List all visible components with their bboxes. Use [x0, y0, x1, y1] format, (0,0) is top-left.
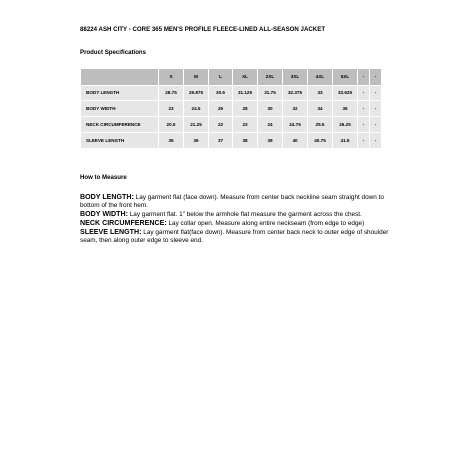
column-header: -	[358, 69, 370, 86]
column-header: M	[184, 69, 209, 86]
measure-text: Lay garment flat(face down). Measure from center back neck to outer edge of shoulder seam, then along outer edge to sleeve end.	[80, 229, 389, 244]
table-cell: -	[358, 101, 370, 117]
column-header: XL	[233, 69, 258, 86]
table-cell: 33	[308, 85, 333, 101]
page-title: 88224 ASH CITY - CORE 365 MEN'S PROFILE FLEECE-LINED ALL-SEASON JACKET	[80, 26, 326, 33]
table-cell: -	[358, 132, 370, 148]
specs-heading: Product Specifications	[80, 49, 147, 56]
column-header: L	[209, 69, 233, 86]
row-label: BODY WIDTH	[81, 101, 159, 117]
table-cell: 28	[233, 101, 258, 117]
table-cell: 24	[258, 117, 283, 133]
table-cell: 31.75	[258, 85, 283, 101]
measure-text: Lay garment flat. 1" below the armhole flat measure the garment across the chest.	[127, 210, 362, 218]
table-cell: 41.5	[333, 132, 358, 148]
table-cell: -	[370, 85, 382, 101]
column-header: 4XL	[308, 69, 333, 86]
measure-text: Lay collar open. Measure along entire neckseam (from edge to edge)	[166, 219, 365, 227]
row-label: NECK CIRCUMFERENCE	[81, 117, 159, 133]
table-cell: 29.875	[184, 85, 209, 101]
table-cell: 22	[209, 117, 233, 133]
measure-item-body-width	[80, 211, 392, 219]
table-cell: 33.625	[333, 85, 358, 101]
table-cell: 39	[258, 132, 283, 148]
table-cell: 30.5	[209, 85, 233, 101]
table-cell: 21.25	[184, 117, 209, 133]
measure-item-neck-circumference	[80, 220, 392, 228]
table-cell: 24.75	[283, 117, 308, 133]
table-row	[81, 85, 382, 101]
column-header: S	[159, 69, 184, 86]
column-header: 5XL	[333, 69, 358, 86]
table-cell: 26	[209, 101, 233, 117]
measure-term: NECK CIRCUMFERENCE:	[80, 218, 167, 227]
row-label: BODY LENGTH	[81, 85, 159, 101]
table-row	[81, 117, 382, 133]
table-cell: 28.75	[159, 85, 184, 101]
table-cell: 30	[258, 101, 283, 117]
measure-term: BODY LENGTH:	[80, 193, 134, 201]
size-spec-table	[80, 68, 382, 149]
table-cell: -	[370, 132, 382, 148]
table-cell: 31.125	[233, 85, 258, 101]
table-cell: 23	[159, 101, 184, 117]
table-cell: -	[358, 117, 370, 133]
table-cell: 32.375	[283, 85, 308, 101]
table-cell: 23	[233, 117, 258, 133]
table-header-row	[81, 69, 382, 86]
table-cell: 40.75	[308, 132, 333, 148]
table-cell: 36	[333, 101, 358, 117]
table-cell: 24.5	[184, 101, 209, 117]
column-header	[81, 69, 159, 86]
row-label: SLEEVE LENGTH	[81, 132, 159, 148]
measure-instructions	[80, 194, 392, 246]
table-cell: -	[370, 117, 382, 133]
table-cell: 40	[283, 132, 308, 148]
measure-heading: How to Measure	[80, 174, 127, 181]
table-cell: 25.5	[308, 117, 333, 133]
measure-item-body-length	[80, 194, 392, 209]
table-cell: 38	[233, 132, 258, 148]
table-cell: -	[358, 85, 370, 101]
measure-term: BODY WIDTH:	[80, 209, 128, 218]
table-cell: 26.25	[333, 117, 358, 133]
table-cell: 34	[308, 101, 333, 117]
table-row	[81, 132, 382, 148]
table-cell: 35	[159, 132, 184, 148]
measure-term: SLEEVE LENGTH:	[80, 228, 142, 237]
table-cell: 20.5	[159, 117, 184, 133]
table-row	[81, 101, 382, 117]
table-cell: 36	[184, 132, 209, 148]
table-cell: 32	[283, 101, 308, 117]
table-cell: -	[370, 101, 382, 117]
measure-text: Lay garment flat (face down). Measure from center back neckline seam straight down to bottom of the front hem.	[80, 194, 384, 209]
measure-item-sleeve-length	[80, 229, 392, 244]
column-header: -	[370, 69, 382, 86]
column-header: 3XL	[283, 69, 308, 86]
column-header: 2XL	[258, 69, 283, 86]
table-cell: 37	[209, 132, 233, 148]
